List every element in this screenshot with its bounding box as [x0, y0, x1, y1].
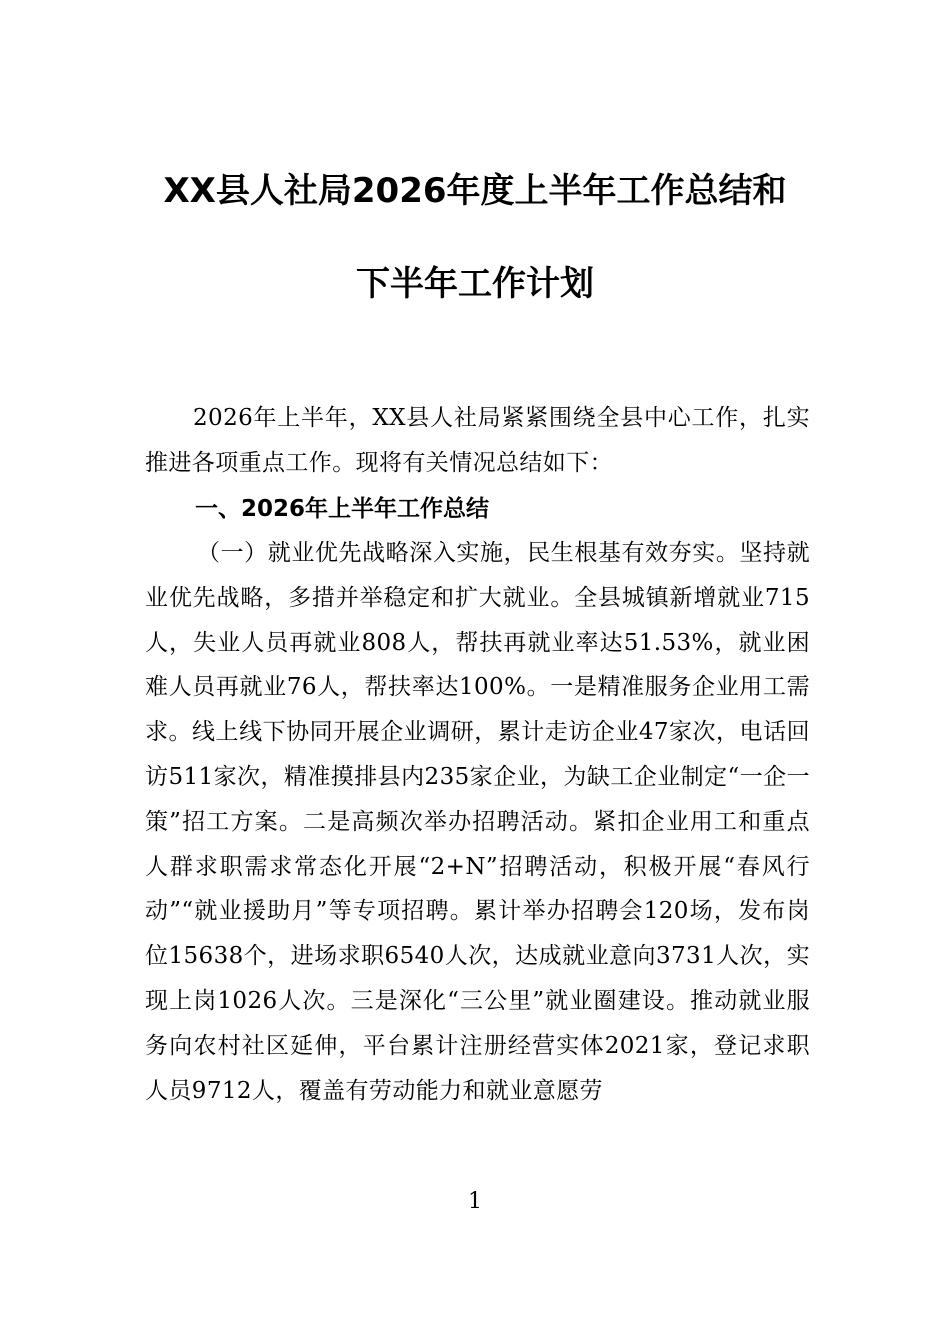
intro-paragraph: 2026年上半年，XX县人社局紧紧围绕全县中心工作，扎实推进各项重点工作。现将有关情况总结如下：: [145, 405, 810, 476]
page-number: 1: [468, 1189, 482, 1214]
document-title-line-1: XX县人社局2026年度上半年工作总结和: [163, 171, 787, 211]
section-heading-1: 一、2026年上半年工作总结: [195, 496, 490, 522]
document-title-line-2: 下半年工作计划: [356, 264, 594, 304]
section-1-paragraph: （一）就业优先战略深入实施，民生根基有效夯实。坚持就业优先战略，多措并举稳定和扩大就业。全县城镇新增就业715人，失业人员再就业808人，帮扶再就业率达51.53%，就业困难人员再就业76人，帮扶率达100%。一是精准服务企业用工需求。线上线下协同开展企业调研，累计走访企业47家次，电话回访511家次，精准摸排县内235家企业，为缺工企业制定“一企一策”招工方案。二是高频次举办招聘活动。紧扣企业用工和重点人群求职需求常态化开展“2+N”招聘活动，积极开展“春风行动”“就业援助月”等专项招聘。累计举办招聘会120场，发布岗位15638个，进场求职6540人次，达成就业意向3731人次，实现上岗1026人次。三是深化“三公里”就业圈建设。推动就业服务向农村社区延伸，平台累计注册经营实体2021家，登记求职人员9712人，覆盖有劳动能力和就业意愿劳: [145, 540, 810, 1104]
